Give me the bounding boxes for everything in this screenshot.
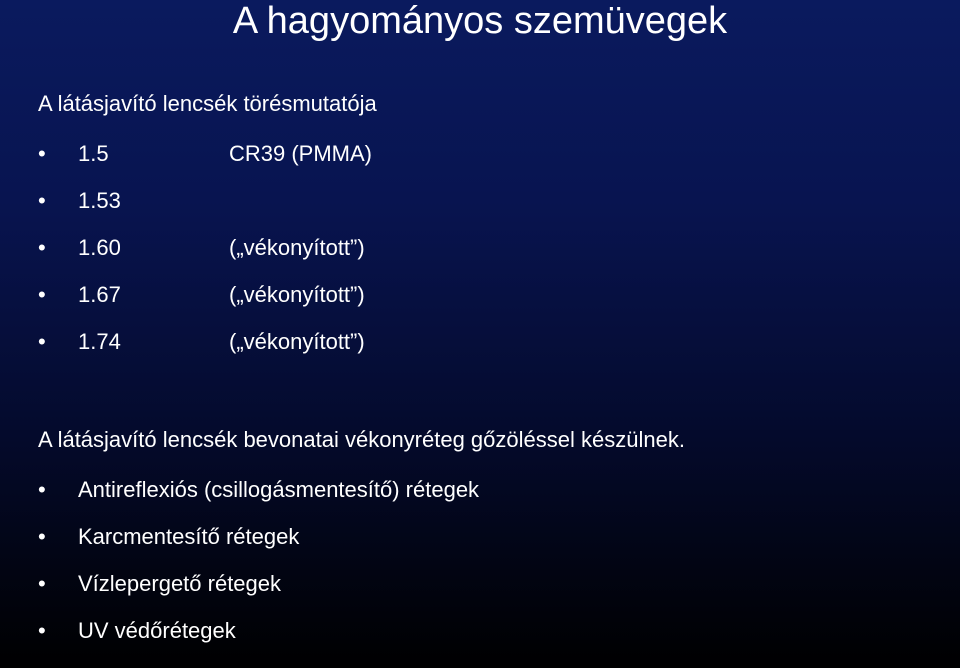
coating-label: Karcmentesítő rétegek bbox=[78, 524, 300, 549]
coating-label: UV védőrétegek bbox=[78, 618, 236, 643]
refractive-index-value: 1.74 bbox=[78, 329, 121, 354]
refractive-index-value: 1.53 bbox=[78, 188, 121, 213]
section-heading-refractive-index: A látásjavító lencsék törésmutatója bbox=[38, 91, 377, 116]
bullet-icon: • bbox=[38, 618, 46, 643]
refractive-index-note: („vékonyított”) bbox=[229, 282, 365, 307]
refractive-index-value: 1.67 bbox=[78, 282, 121, 307]
refractive-index-note: CR39 (PMMA) bbox=[229, 141, 373, 166]
refractive-index-value: 1.60 bbox=[78, 235, 121, 260]
bullet-icon: • bbox=[38, 477, 46, 502]
coating-label: Vízlepergető rétegek bbox=[78, 571, 282, 596]
coating-label: Antireflexiós (csillogásmentesítő) rétegek bbox=[78, 477, 480, 502]
bullet-icon: • bbox=[38, 235, 46, 260]
refractive-index-value: 1.5 bbox=[78, 141, 109, 166]
slide-title: A hagyományos szemüvegek bbox=[232, 0, 728, 42]
refractive-index-note: („vékonyított”) bbox=[229, 329, 365, 354]
bullet-icon: • bbox=[38, 141, 46, 166]
bullet-icon: • bbox=[38, 188, 46, 213]
bullet-icon: • bbox=[38, 524, 46, 549]
refractive-index-note: („vékonyított”) bbox=[229, 235, 365, 260]
bullet-icon: • bbox=[38, 329, 46, 354]
section-heading-coatings: A látásjavító lencsék bevonatai vékonyréteg gőzöléssel készülnek. bbox=[38, 427, 685, 452]
bullet-icon: • bbox=[38, 571, 46, 596]
bullet-icon: • bbox=[38, 282, 46, 307]
